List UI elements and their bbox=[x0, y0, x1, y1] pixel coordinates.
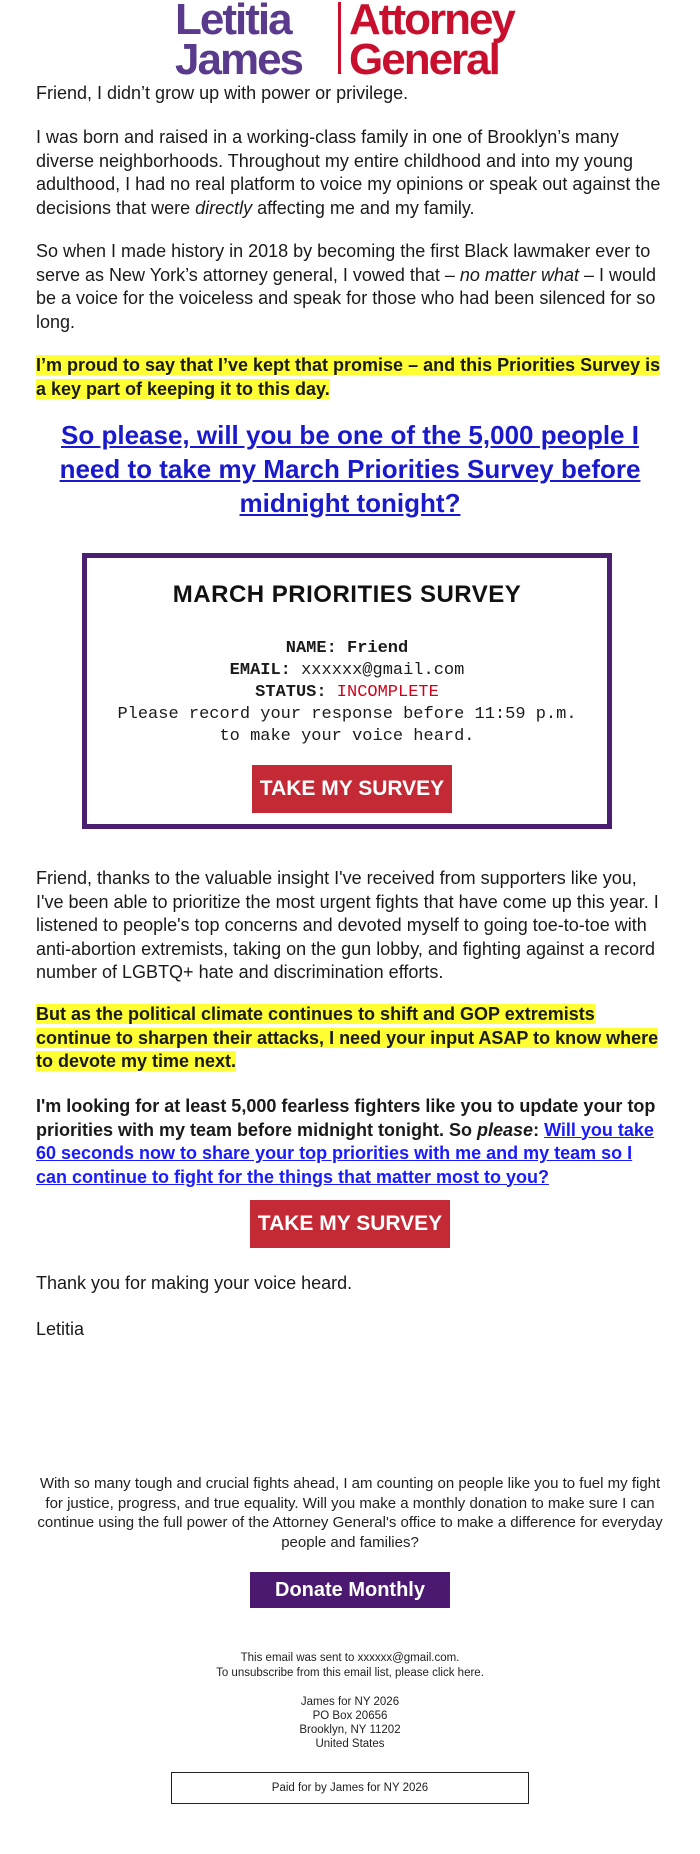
address-line-3: Brooklyn, NY 11202 bbox=[299, 1724, 401, 1736]
logo-divider bbox=[338, 2, 341, 74]
survey-title: MARCH PRIORITIES SURVEY bbox=[172, 581, 522, 608]
climate-paragraph: But as the political climate continues to shift and GOP extremists continue to sharpen their attacks, I need your input ASAP to know where to devote my time next. bbox=[36, 1004, 659, 1071]
sent-to-line: This email was sent to xxxxxx@gmail.com. bbox=[240, 1652, 460, 1664]
recipient-email: xxxxxx@gmail.com bbox=[357, 1652, 457, 1664]
intro-paragraph: Friend, I didn’t grow up with power or privilege. bbox=[36, 83, 409, 103]
status-badge: INCOMPLETE bbox=[336, 683, 439, 702]
survey-note-line1: Please record your response before 11:59 p.m. bbox=[117, 705, 577, 724]
share-priorities-link[interactable]: Will you take 60 seconds now to share your top priorities with me and my team so I can continue to fight for the things that matter most to you? bbox=[36, 1119, 654, 1187]
survey-card bbox=[82, 553, 612, 829]
survey-status-row: STATUS: INCOMPLETE bbox=[255, 683, 439, 702]
thanks-paragraph: Thank you for making your voice heard. bbox=[36, 1273, 353, 1293]
background-paragraph: I was born and raised in a working-class family in one of Brooklyn’s many diverse neighborhoods. Throughout my entire childhood and into my young adulthood, I had no real platform to voice my opinions or speak out against the decisions that were directly affecting me and my family. bbox=[36, 127, 661, 218]
signature: Letitia bbox=[36, 1319, 85, 1339]
survey-email-row: EMAIL: xxxxxx@gmail.com bbox=[229, 661, 465, 680]
survey-note-line2: to make your voice heard. bbox=[219, 727, 475, 746]
promise-paragraph: I’m proud to say that I’ve kept that promise – and this Priorities Survey is a key part of keeping it to this day. bbox=[36, 355, 661, 399]
paid-for-disclaimer: Paid for by James for NY 2026 bbox=[171, 1772, 529, 1804]
fighters-paragraph: I'm looking for at least 5,000 fearless fighters like you to update your top priorities with my team before midnight tonight. So please: Will you take 60 seconds now to share your top priorities with me and my team so I can continue to fight for the things that matter most to you? bbox=[36, 1096, 656, 1187]
unsubscribe-link[interactable]: click here bbox=[432, 1667, 481, 1679]
address-line-4: United States bbox=[315, 1738, 385, 1750]
logo-name: Letitia James bbox=[175, 0, 303, 84]
address-line-1: James for NY 2026 bbox=[300, 1696, 400, 1708]
survey-headline bbox=[40, 418, 660, 520]
logo-title: Attorney General bbox=[349, 0, 514, 84]
history-paragraph: So when I made history in 2018 by becoming the first Black lawmaker ever to serve as New York’s attorney general, I vowed that – no matter what – I would be a voice for the voiceless and speak for those who had been silenced for so long. bbox=[36, 241, 657, 332]
unsubscribe-line: To unsubscribe from this email list, please click here. bbox=[216, 1667, 484, 1679]
address-line-2: PO Box 20656 bbox=[312, 1710, 388, 1722]
donation-appeal: With so many tough and crucial fights ahead, I am counting on people like you to fuel my fight for justice, progress, and true equality. Will you make a monthly donation to make sure I can continue using the full power of the Attorney General's office to make a difference for everyday people and families? bbox=[37, 1475, 663, 1551]
campaign-logo bbox=[0, 0, 700, 84]
donate-monthly-button[interactable]: Donate Monthly bbox=[250, 1572, 450, 1608]
take-survey-button[interactable]: TAKE MY SURVEY bbox=[252, 765, 452, 813]
survey-headline-link[interactable]: So please, will you be one of the 5,000 people I need to take my March Priorities Survey before midnight tonight? bbox=[59, 420, 641, 518]
insight-paragraph: Friend, thanks to the valuable insight I've received from supporters like you, I've been able to prioritize the most urgent fights that have come up this year. I listened to people's top concerns and devoted myself to going toe-to-toe with anti-abortion extremists, taking on the gun lobby, and fighting against a record number of LGBTQ+ hate and discrimination efforts. bbox=[36, 868, 659, 982]
survey-name-row: NAME: Friend bbox=[285, 639, 409, 658]
take-survey-button-2[interactable]: TAKE MY SURVEY bbox=[250, 1200, 450, 1248]
